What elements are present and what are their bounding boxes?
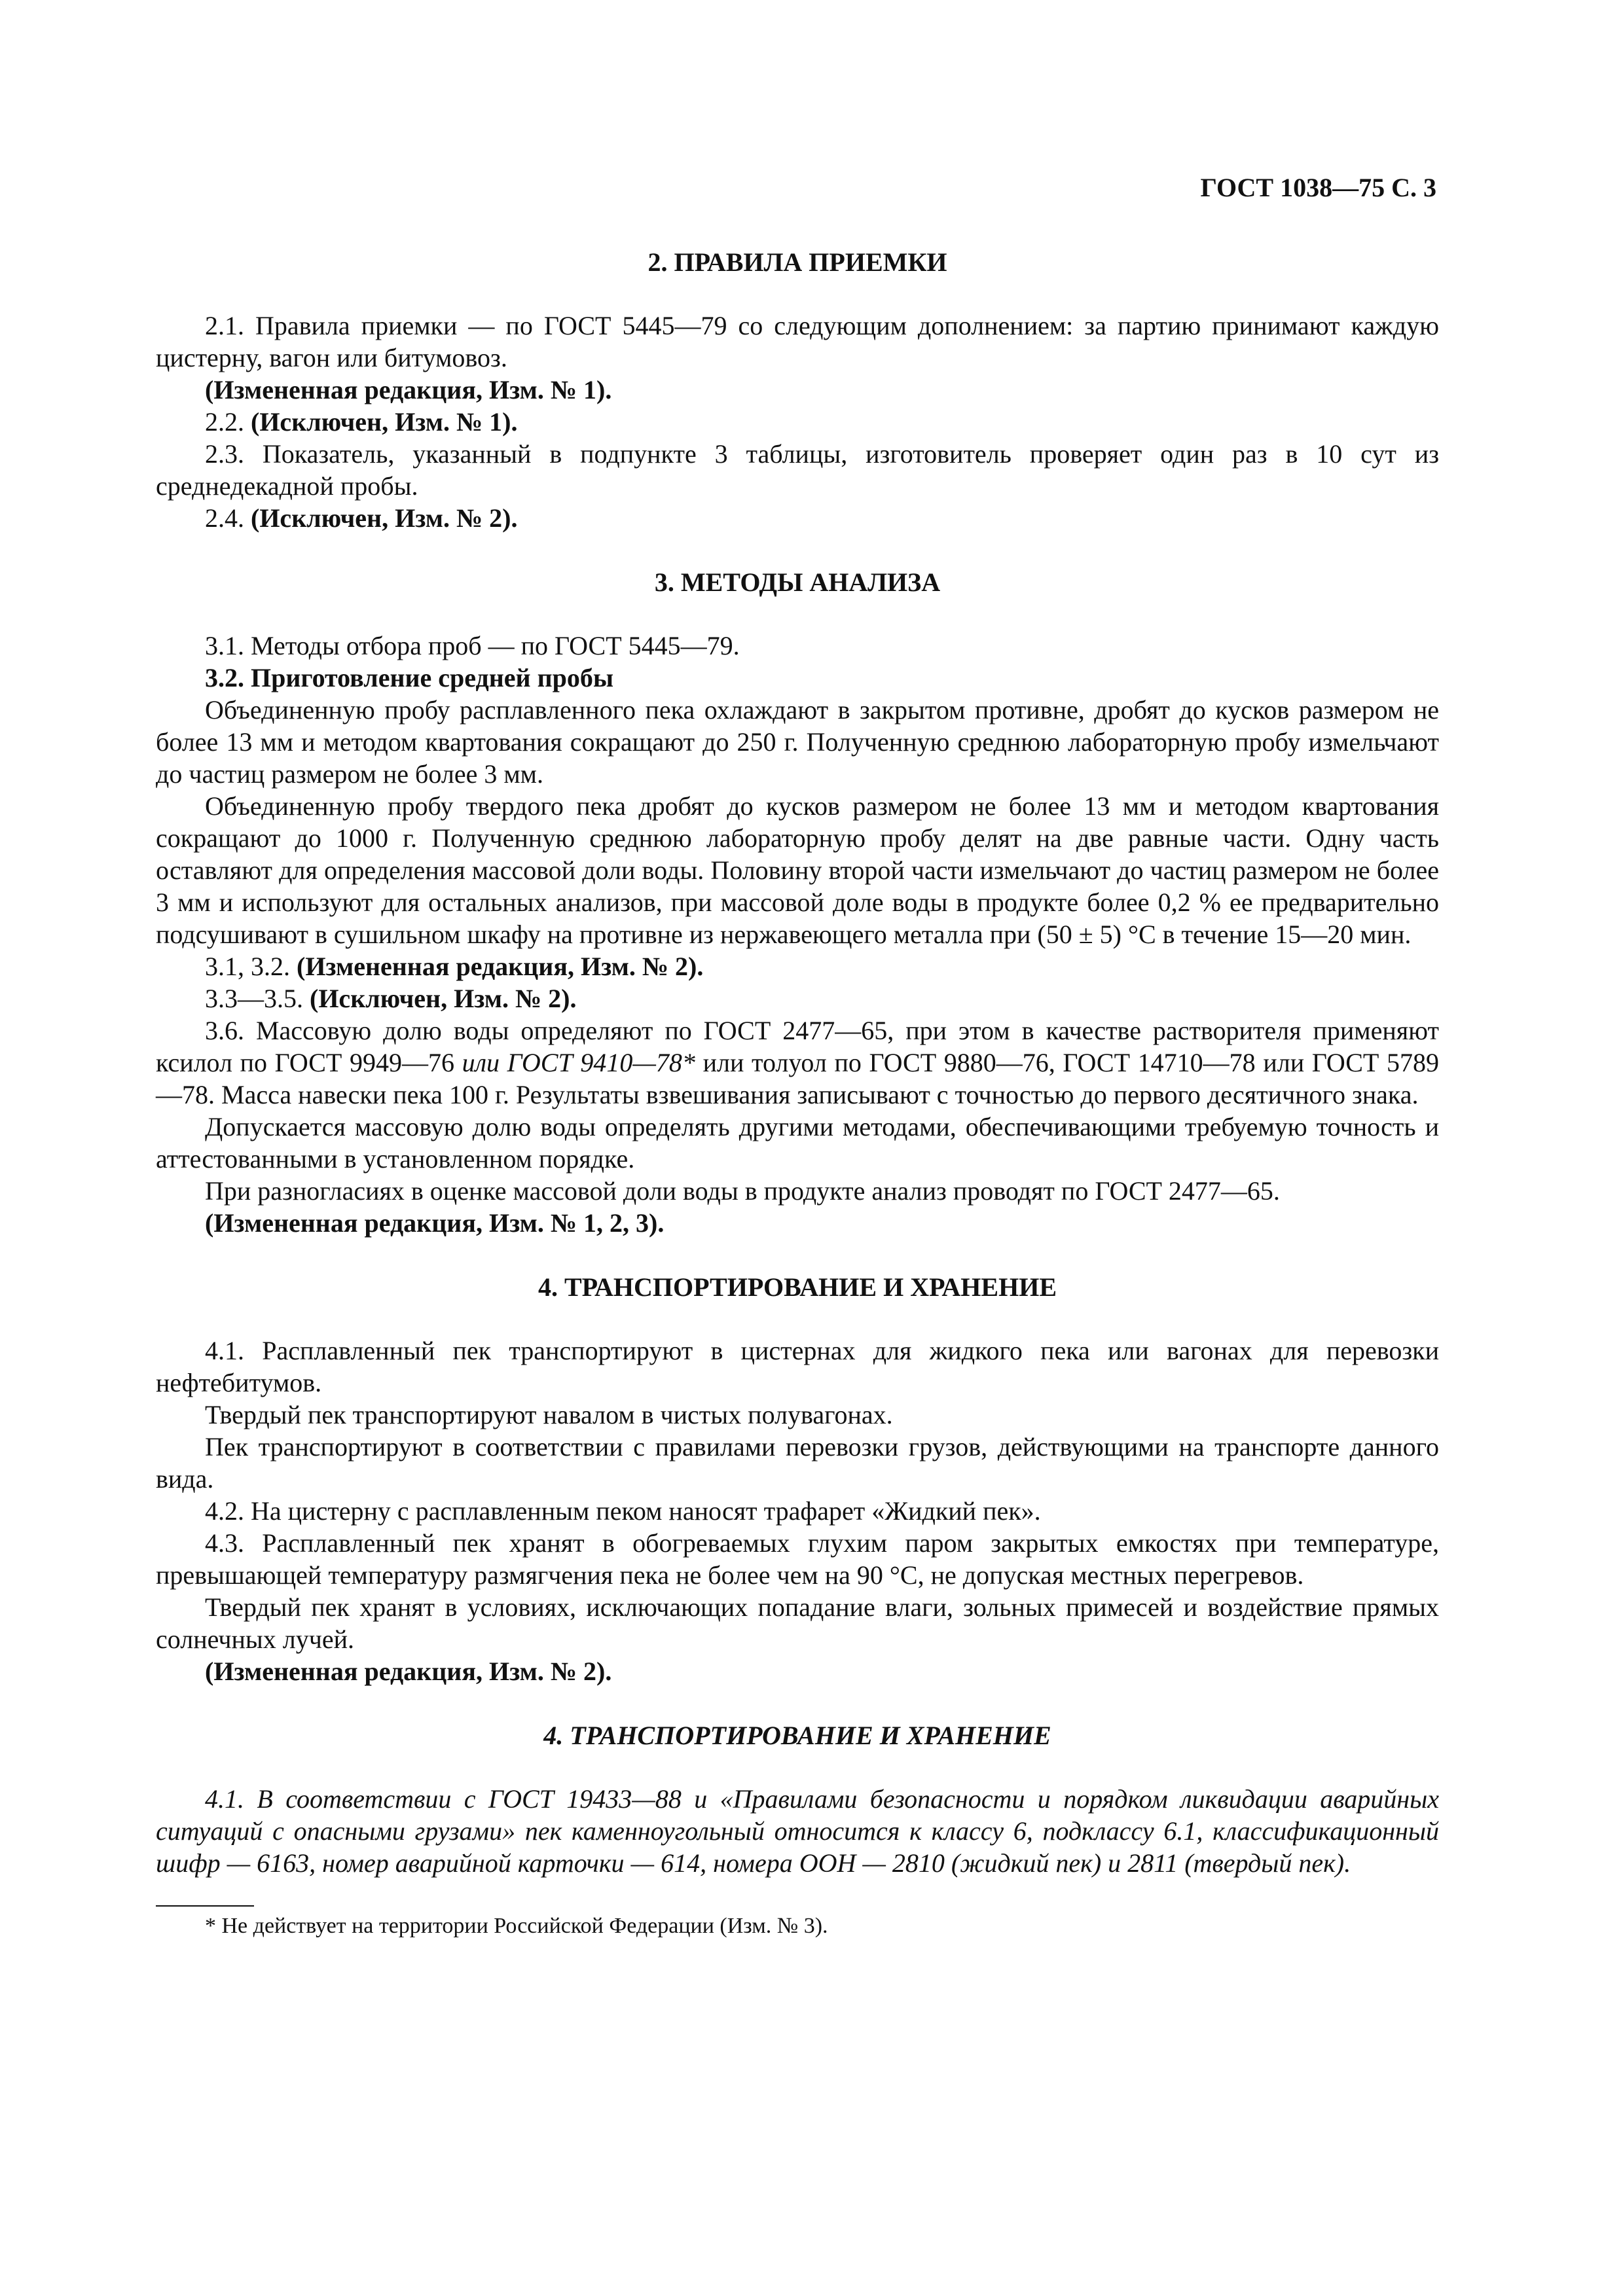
paragraph: Объединенную пробу расплавленного пека охлаждают в закрытом противне, дробят до кусков размером не более 13 мм и методом квартования сокращают до 250 г. Полученную среднюю лабораторную пробу измельчают до частиц размером не более 3 мм. <box>156 695 1439 789</box>
clause-number: 3.3—3.5. <box>205 984 303 1013</box>
paragraph: Твердый пек хранят в условиях, исключающих попадание влаги, зольных примесей и воздействие прямых солнечных лучей. <box>156 1592 1439 1654</box>
clause-3-1: 3.1. Методы отбора проб — по ГОСТ 5445—79. <box>205 631 740 660</box>
paragraph: При разногласиях в оценке массовой доли воды в продукте анализ проводят по ГОСТ 2477—65. <box>205 1176 1280 1206</box>
excluded-note: (Исключен, Изм. № 2). <box>310 984 577 1013</box>
amendment-note: (Измененная редакция, Изм. № 1, 2, 3). <box>205 1208 665 1238</box>
clause-number: 2.4. <box>205 503 244 533</box>
clause-3-2: 3.2. Приготовление средней пробы <box>205 663 614 692</box>
document-body <box>156 246 1439 1941</box>
amendment-note: (Измененная редакция, Изм. № 2). <box>205 1657 612 1686</box>
clause-2-1: 2.1. Правила приемки — по ГОСТ 5445—79 со следующим дополнением: за партию принимают каждую цистерну, вагон или битумовоз. <box>156 311 1439 372</box>
amendment-note: (Измененная редакция, Изм. № 1). <box>205 375 612 404</box>
clause-2-4 <box>156 502 1439 534</box>
clause-number: 2.2. <box>205 407 244 437</box>
section-2-title: 2. ПРАВИЛА ПРИЕМКИ <box>647 247 947 277</box>
paragraph: Твердый пек транспортируют навалом в чистых полувагонах. <box>205 1400 893 1429</box>
clause-text: 3.6. Массовую долю воды определяют по ГОСТ 2477—65, при этом в качестве растворителя применяют ксилол по ГОСТ 9949—76 <box>156 1016 1439 1077</box>
clause-2-2 <box>156 406 1439 438</box>
clause-text: или толуол по ГОСТ 9880—76, ГОСТ 14710—78 или ГОСТ 5789—78. Масса навески пека 100 г. Результаты взвешивания записывают с точностью до первого десятичного знака. <box>156 1048 1440 1109</box>
paragraph: Допускается массовую долю воды определять другими методами, обеспечивающими требуемую точность и аттестованными в установленном порядке. <box>156 1112 1439 1174</box>
paragraph: Пек транспортируют в соответствии с правилами перевозки грузов, действующими на транспорте данного вида. <box>156 1432 1439 1494</box>
section-3-title: 3. МЕТОДЫ АНАЛИЗА <box>654 567 941 597</box>
footnote-rule <box>156 1905 254 1907</box>
amendment-line <box>156 950 1439 982</box>
clause-3-6 <box>156 1014 1439 1111</box>
section-4-title: 4. ТРАНСПОРТИРОВАНИЕ И ХРАНЕНИЕ <box>538 1272 1057 1302</box>
clause-2-3: 2.3. Показатель, указанный в подпункте 3 таблицы, изготовитель проверяет один раз в 10 сут из среднедекадной пробы. <box>156 439 1439 501</box>
clause-4-1: 4.1. Расплавленный пек транспортируют в цистернах для жидкого пека или вагонах для перевозки нефтебитумов. <box>156 1336 1439 1397</box>
amendment-note: (Измененная редакция, Изм. № 2). <box>297 952 704 981</box>
clause-4-2: 4.2. На цистерну с расплавленным пеком наносят трафарет «Жидкий пек». <box>205 1496 1041 1526</box>
clause-4-3: 4.3. Расплавленный пек хранят в обогреваемых глухим паром закрытых емкостях при температуре, превышающей температуру размягчения пека не более чем на 90 °С, не допуская местных перегревов. <box>156 1528 1439 1590</box>
excluded-note: (Исключен, Изм. № 1). <box>251 407 518 437</box>
paragraph: Объединенную пробу твердого пека дробят до кусков размером не более 13 мм и методом квартования сокращают до 1000 г. Полученную среднюю лабораторную пробу делят на две равные части. Одну часть оставляют для определения массовой доли воды. Половину второй части измельчают до частиц размером не более 3 мм и используют для остальных анализов, при массовой доле воды в продукте более 0,2 % ее предварительно подсушивают в сушильном шкафу на противне из нержавеющего металла при (50 ± 5) °С в течение 15—20 мин. <box>156 791 1439 949</box>
page-header: ГОСТ 1038—75 С. 3 <box>1200 173 1436 202</box>
clause-number: 3.1, 3.2. <box>205 952 290 981</box>
excluded-line <box>156 982 1439 1014</box>
footnote: * Не действует на территории Российской Федерации (Изм. № 3). <box>205 1914 828 1938</box>
excluded-note: (Исключен, Изм. № 2). <box>251 503 518 533</box>
section-4-italic-title: 4. ТРАНСПОРТИРОВАНИЕ И ХРАНЕНИЕ <box>543 1721 1051 1750</box>
clause-text-italic: или ГОСТ 9410—78* <box>462 1048 695 1077</box>
clause-4-1-italic: 4.1. В соответствии с ГОСТ 19433—88 и «Правилами безопасности и порядком ликвидации аварийных ситуаций с опасными грузами» пек каменноугольный относится к классу 6, подклассу 6.1, классификационный шифр — 6163, номер аварийной карточки — 614, номера ООН — 2810 (жидкий пек) и 2811 (твердый пек). <box>156 1784 1439 1878</box>
